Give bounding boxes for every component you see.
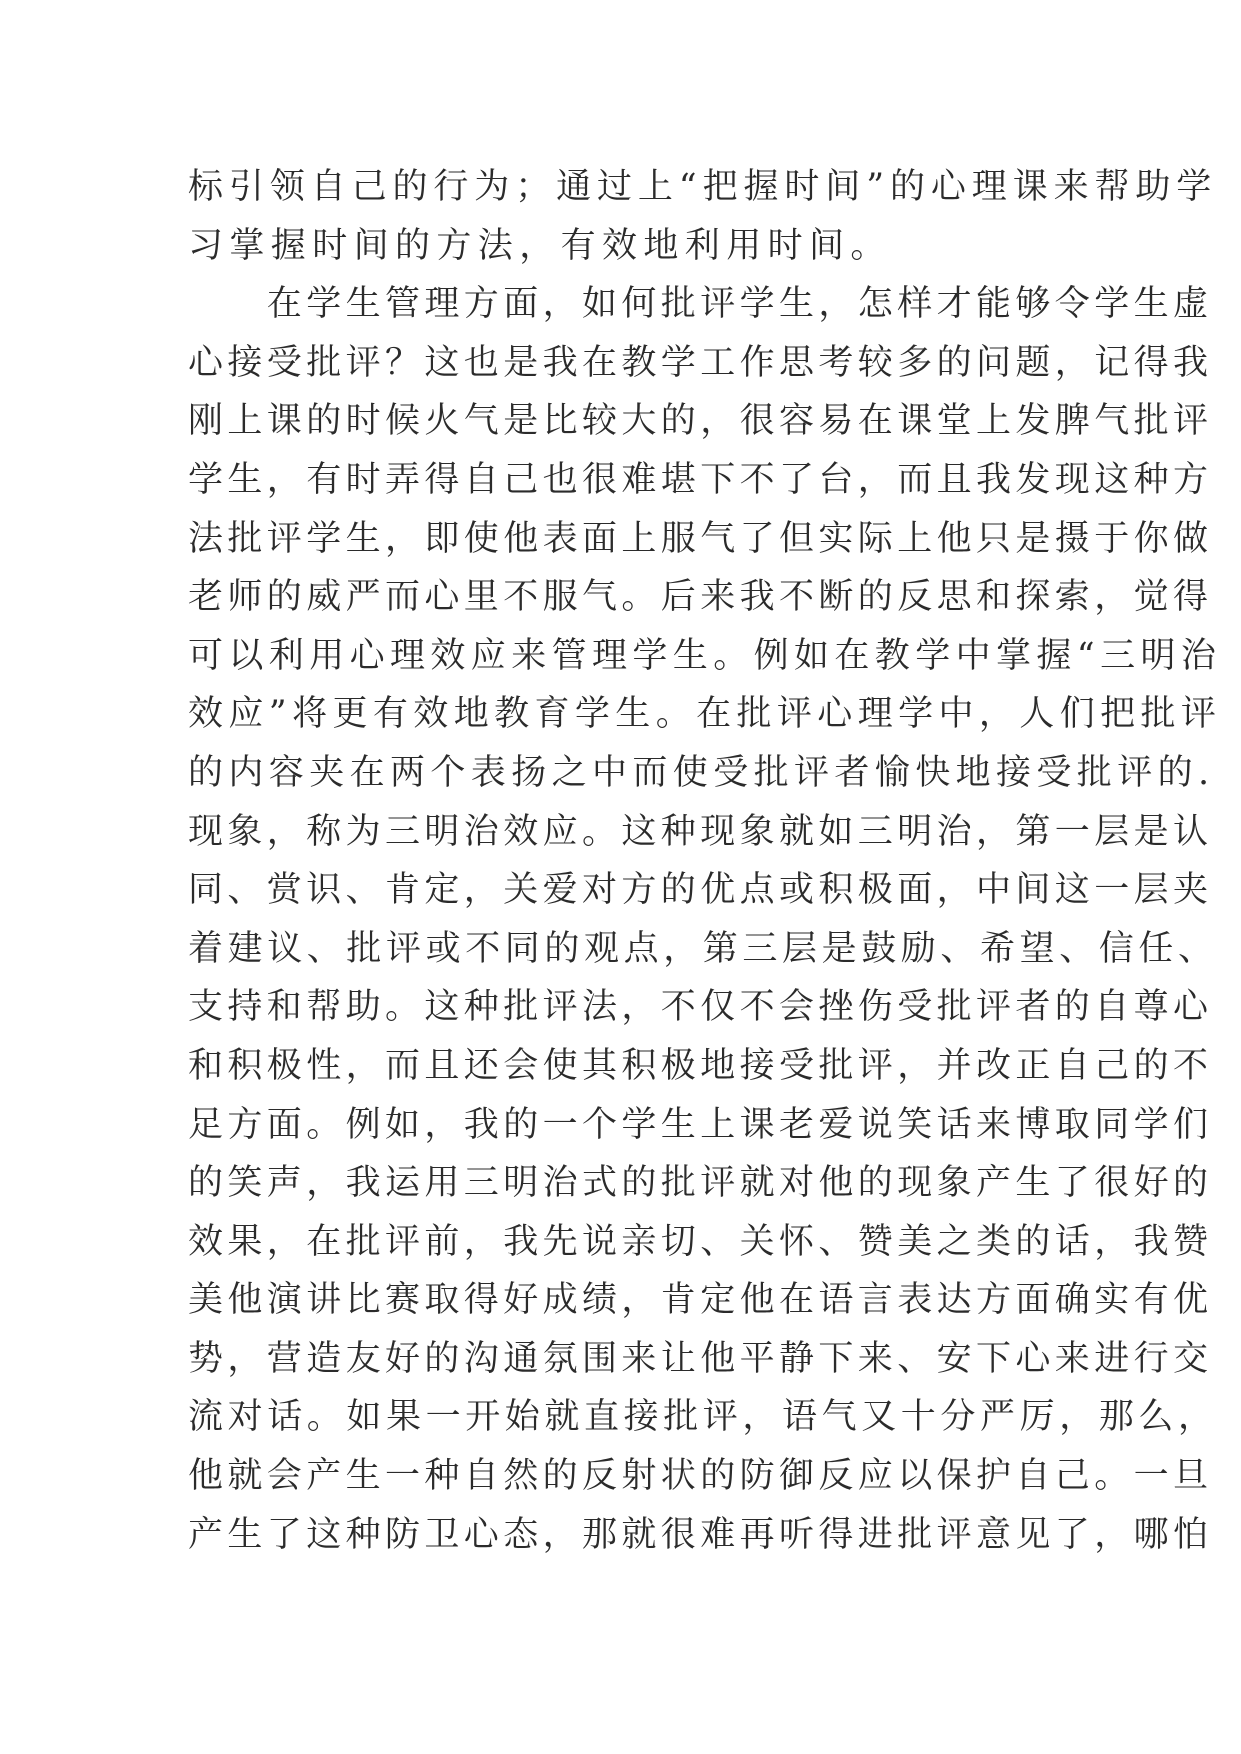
body-text [188,158,1222,1564]
text-line: 和积极性，而且还会使其积极地接受批评，并改正自己的不 [188,1045,1213,1086]
text-line: 在学生管理方面，如何批评学生，怎样才能够令学生虚 [188,284,1213,325]
text-line: 学生，有时弄得自己也很难堪下不了台，而且我发现这种方 [188,459,1213,500]
text-line: 足方面。例如，我的一个学生上课老爱说笑话来博取同学们 [188,1104,1213,1145]
text-line: 产生了这种防卫心态，那就很难再听得进批评意见了，哪怕 [188,1514,1213,1555]
text-line: 习掌握时间的方法，有效地利用时间。 [188,225,892,266]
text-line: 标引领自己的行为；通过上“把握时间”的心理课来帮助学 [188,167,1218,207]
text-line: 可以利用心理效应来管理学生。例如在教学中掌握“三明治 [188,635,1222,676]
text-line: 势，营造友好的沟通氛围来让他平静下来、安下心来进行交 [188,1338,1213,1379]
text-line: 法批评学生，即使他表面上服气了但实际上他只是摄于你做 [188,518,1213,559]
text-line: 刚上课的时候火气是比较大的，很容易在课堂上发脾气批评 [188,401,1213,442]
text-line: 的内容夹在两个表扬之中而使受批评者愉快地接受批评的. [188,752,1215,793]
text-line: 效果，在批评前，我先说亲切、关怀、赞美之类的话，我赞 [188,1221,1213,1262]
text-line: 他就会产生一种自然的反射状的防御反应以保护自己。一旦 [188,1456,1213,1497]
text-line: 效应”将更有效地教育学生。在批评心理学中，人们把批评 [188,694,1222,735]
text-line: 着建议、批评或不同的观点，第三层是鼓励、希望、信任、 [188,928,1218,969]
text-line: 老师的威严而心里不服气。后来我不断的反思和探索，觉得 [188,577,1213,618]
text-line: 美他演讲比赛取得好成绩，肯定他在语言表达方面确实有优 [188,1280,1213,1321]
text-line: 的笑声，我运用三明治式的批评就对他的现象产生了很好的 [188,1163,1213,1204]
text-line: 同、赏识、肯定，关爱对方的优点或积极面，中间这一层夹 [188,870,1213,911]
text-line: 心接受批评？这也是我在教学工作思考较多的问题，记得我 [188,342,1213,383]
text-line: 现象，称为三明治效应。这种现象就如三明治，第一层是认 [188,811,1213,852]
text-line: 流对话。如果一开始就直接批评，语气又十分严厉，那么， [188,1397,1218,1438]
text-line: 支持和帮助。这种批评法，不仅不会挫伤受批评者的自尊心 [188,987,1213,1028]
